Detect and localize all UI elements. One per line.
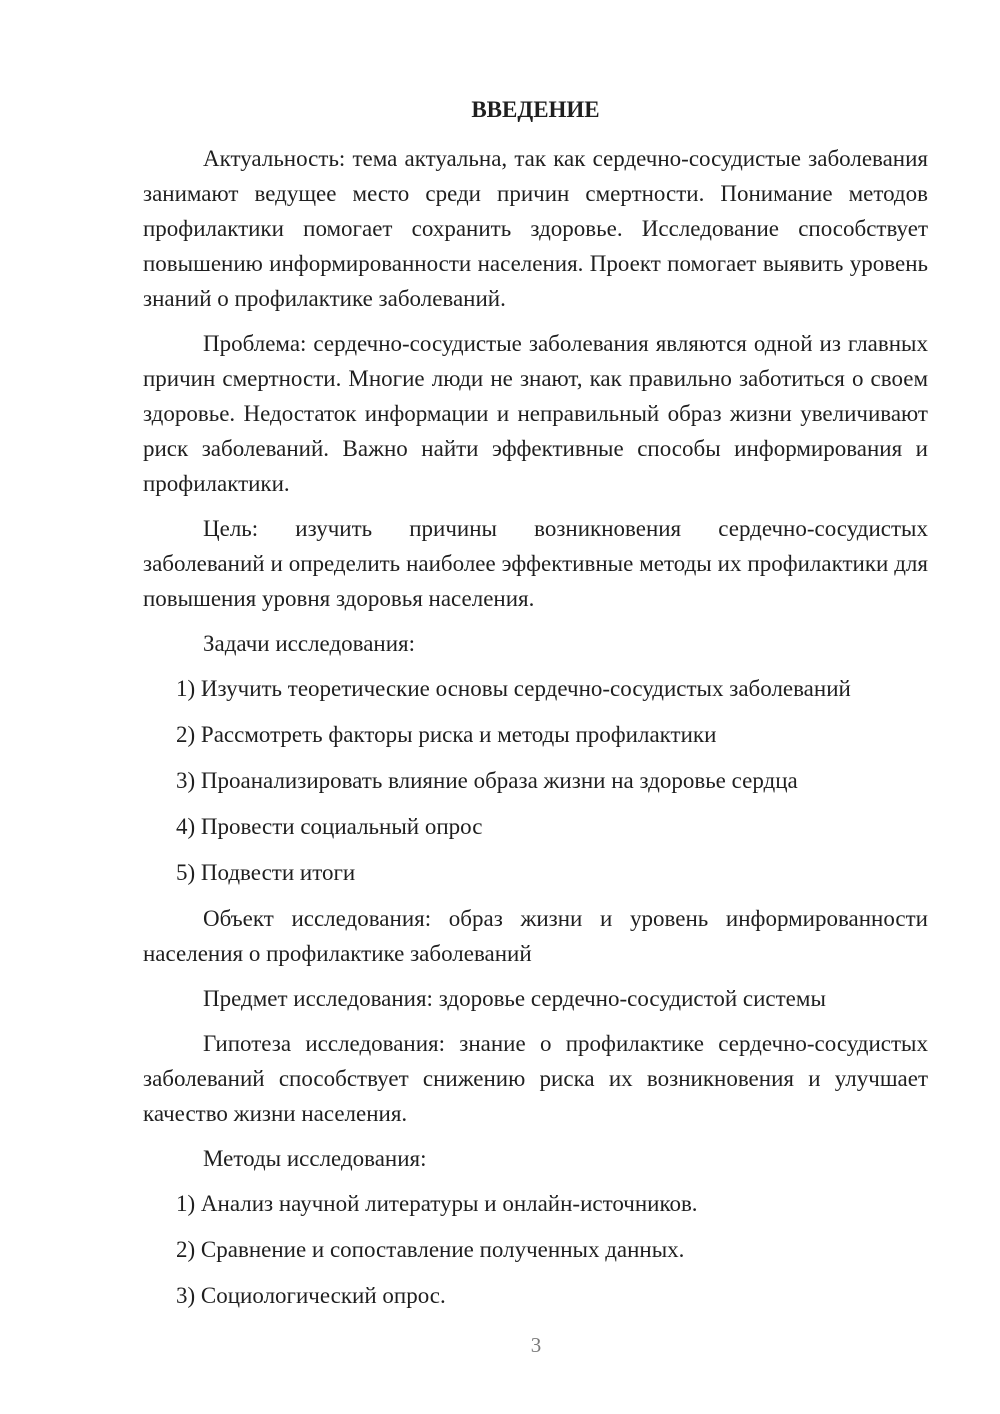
method-item: 1) Анализ научной литературы и онлайн-источников. [176,1191,698,1216]
methods-title: Методы исследования: [203,1146,427,1171]
relevance-paragraph: Актуальность: тема актуальна, так как сердечно-сосудистые заболевания занимают ведущее место среди причин смертности. Понимание методов профилактики помогает сохранить здоровье. Исследование способствует повышению информированности населения. Проект помогает выявить уровень знаний о профилактике заболеваний. [143,146,928,311]
method-item: 2) Сравнение и сопоставление полученных данных. [176,1237,685,1262]
page-title: ВВЕДЕНИЕ [471,97,600,122]
method-item: 3) Социологический опрос. [176,1283,446,1308]
tasks-title: Задачи исследования: [203,631,416,656]
goal-paragraph: Цель: изучить причины возникновения сердечно-сосудистых заболеваний и определить наиболее эффективные методы их профилактики для повышения уровня здоровья населения. [143,516,928,611]
hypothesis-paragraph: Гипотеза исследования: знание о профилактике сердечно-сосудистых заболеваний способствует снижению риска их возникновения и улучшает качество жизни населения. [143,1031,928,1126]
problem-paragraph: Проблема: сердечно-сосудистые заболевания являются одной из главных причин смертности. Многие люди не знают, как правильно заботиться о своем здоровье. Недостаток информации и неправильный образ жизни увеличивают риск заболеваний. Важно найти эффективные способы информирования и профилактики. [143,331,928,496]
task-item: 2) Рассмотреть факторы риска и методы профилактики [176,722,717,747]
task-item: 5) Подвести итоги [176,860,356,885]
task-item: 3) Проанализировать влияние образа жизни на здоровье сердца [176,768,798,793]
page-number: 3 [530,1333,542,1357]
subject-paragraph: Предмет исследования: здоровье сердечно-сосудистой системы [203,986,826,1011]
task-item: 1) Изучить теоретические основы сердечно-сосудистых заболеваний [176,676,851,701]
task-item: 4) Провести социальный опрос [176,814,483,839]
document-page [143,92,928,1324]
object-paragraph: Объект исследования: образ жизни и уровень информированности населения о профилактике заболеваний [143,906,928,966]
